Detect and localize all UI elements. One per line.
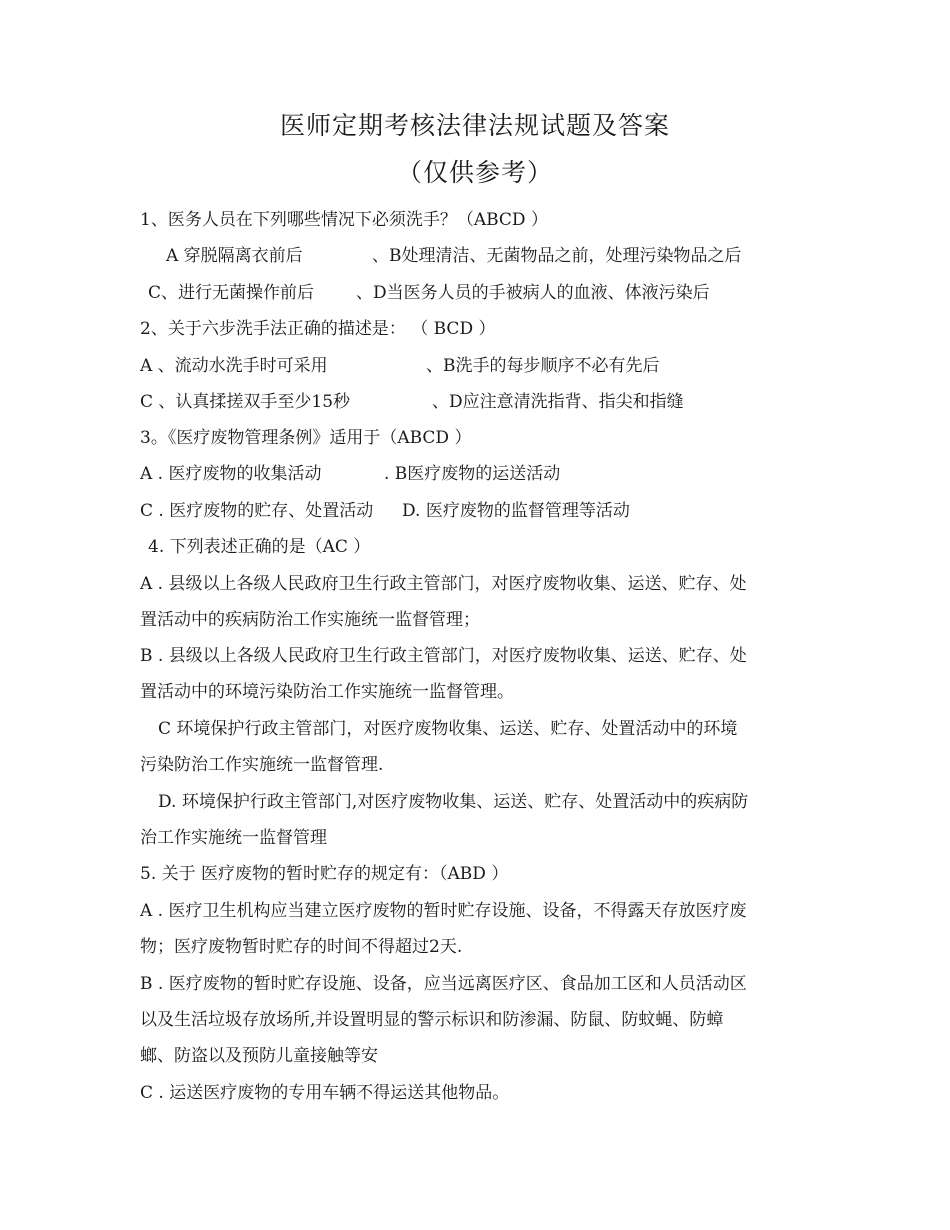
q3-question: 3。《医疗废物管理条例》适用于（ABCD ） [140, 428, 472, 448]
q4-option-a-line1: A . 县级以上各级人民政府卫生行政主管部门，对医疗废物收集、运送、贮存、处 [140, 574, 747, 594]
q1-option-b: 、B处理清洁、无菌物品之前，处理污染物品之后 [372, 246, 742, 266]
q1-options-row1 [166, 244, 742, 268]
q3-option-c: C . 医疗废物的贮存、处置活动 [140, 501, 374, 521]
q3-option-a: A . 医疗废物的收集活动 [140, 464, 322, 484]
document-title: 医师定期考核法律法规试题及答案 [279, 111, 670, 140]
q3-options-row1 [140, 462, 561, 486]
q5-question: 5. 关于 医疗废物的暂时贮存的规定有：（ABD ） [140, 864, 509, 884]
q4-question: 4. 下列表述正确的是（AC ） [148, 537, 371, 557]
q4-option-c-line2: 污染防治工作实施统一监督管理. [140, 755, 384, 775]
q4-option-c-line1: C 环境保护行政主管部门，对医疗废物收集、运送、贮存、处置活动中的环境 [158, 719, 738, 739]
q1-option-a: A 穿脱隔离衣前后 [166, 246, 303, 266]
q2-options-row2 [140, 390, 684, 414]
q3-option-b: . B医疗废物的运送活动 [384, 464, 561, 484]
q4-option-b-line2: 置活动中的环境污染防治工作实施统一监督管理。 [140, 682, 514, 702]
q5-option-b-line2: 以及生活垃圾存放场所,并设置明显的警示标识和防渗漏、防鼠、防蚊蝇、防蟑 [140, 1010, 724, 1030]
q4-option-a-line2: 置活动中的疾病防治工作实施统一监督管理； [140, 610, 480, 630]
q5-option-b-line1: B . 医疗废物的暂时贮存设施、设备，应当远离医疗区、食品加工区和人员活动区 [140, 974, 747, 994]
q3-option-d: D. 医疗废物的监督管理等活动 [402, 501, 630, 521]
q5-option-c-line1: C . 运送医疗废物的专用车辆不得运送其他物品。 [140, 1083, 510, 1103]
q1-options-row2 [148, 281, 710, 305]
q4-option-d-line2: 治工作实施统一监督管理 [140, 828, 327, 848]
q3-options-row2 [140, 499, 630, 523]
q5-option-b-line3: 螂、防盗以及预防儿童接触等安 [140, 1046, 378, 1066]
q4-option-d-line1: D. 环境保护行政主管部门,对医疗废物收集、运送、贮存、处置活动中的疾病防 [158, 792, 749, 812]
q2-option-c: C 、认真揉搓双手至少15秒 [140, 392, 351, 412]
document-subtitle: （仅供参考） [396, 158, 553, 187]
q2-option-a: A 、流动水洗手时可采用 [140, 356, 328, 376]
q2-options-row1 [140, 354, 660, 378]
q2-question: 2、关于六步洗手法正确的描述是： （ BCD ） [140, 319, 496, 339]
q5-option-a-line2: 物；医疗废物暂时贮存的时间不得超过2天. [140, 937, 463, 957]
q5-option-a-line1: A . 医疗卫生机构应当建立医疗废物的暂时贮存设施、设备，不得露天存放医疗废 [140, 901, 747, 921]
q1-question: 1、医务人员在下列哪些情况下必须洗手？（ABCD ） [140, 210, 548, 230]
q1-option-d: 、D当医务人员的手被病人的血液、体液污染后 [356, 283, 710, 303]
q2-option-d: 、D应注意清洗指背、指尖和指缝 [432, 392, 684, 412]
q4-option-b-line1: B . 县级以上各级人民政府卫生行政主管部门，对医疗废物收集、运送、贮存、处 [140, 646, 747, 666]
q2-option-b: 、B洗手的每步顺序不必有先后 [426, 356, 660, 376]
q1-option-c: C、进行无菌操作前后 [148, 283, 315, 303]
